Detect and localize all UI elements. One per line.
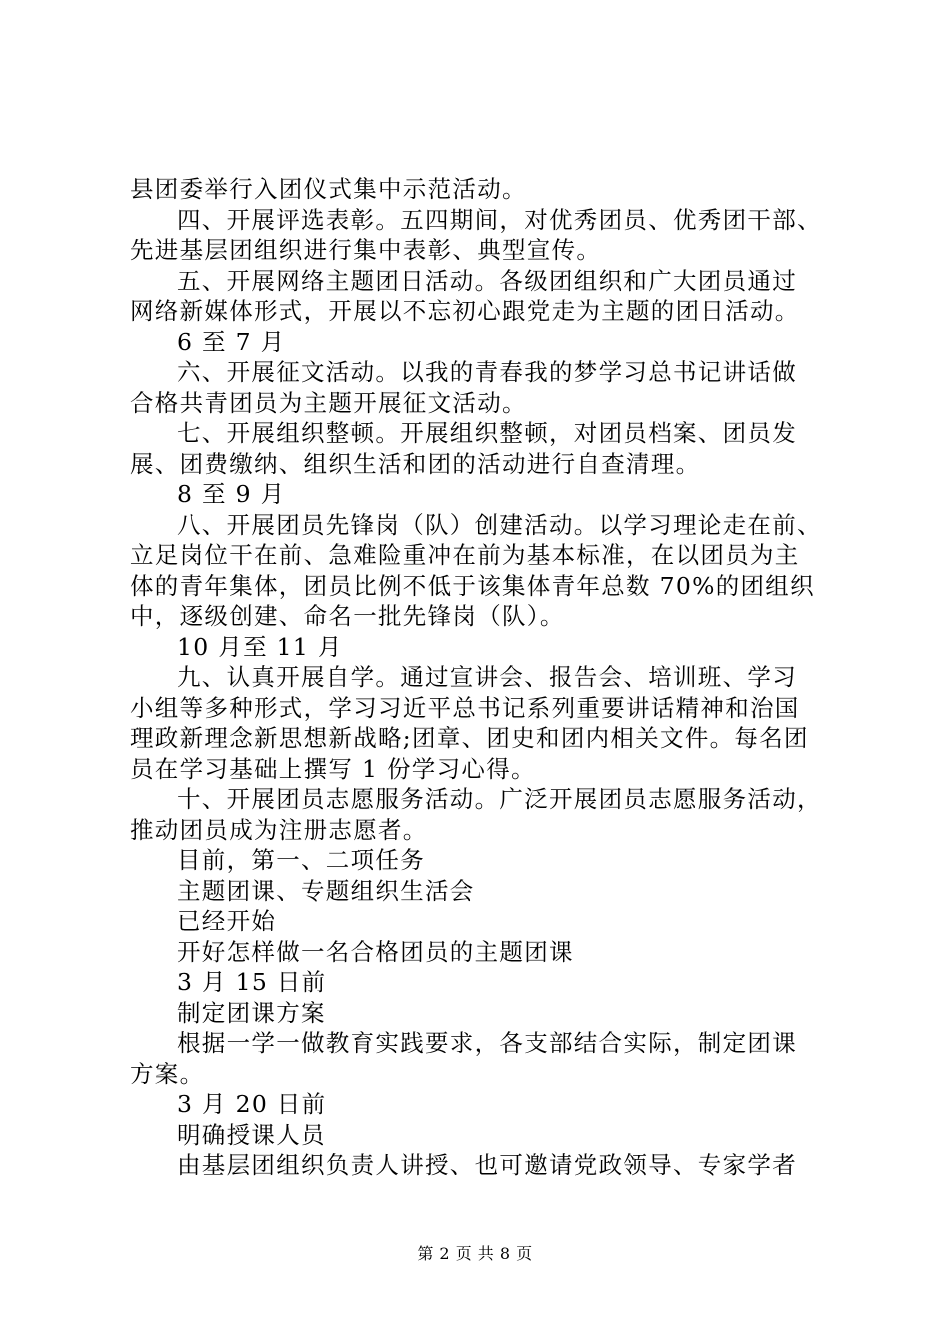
text-line: 由基层团组织负责人讲授、也可邀请党政领导、专家学者: [177, 1151, 797, 1179]
text-line: 八、开展团员先锋岗（队）创建活动。以学习理论走在前、: [177, 510, 822, 539]
text-line: 展、团费缴纳、组织生活和团的活动进行自查清理。: [130, 449, 701, 478]
text-line: 开好怎样做一名合格团员的主题团课: [177, 937, 574, 966]
text-line: 网络新媒体形式，开展以不忘初心跟党走为主题的团日活动。: [130, 297, 800, 325]
text-line: 体的青年集体，团员比例不低于该集体青年总数 70%的团组织: [130, 571, 815, 600]
text-line: 10 月至 11 月: [177, 632, 343, 661]
text-line: 6 至 7 月: [177, 327, 286, 356]
text-line: 制定团课方案: [177, 998, 326, 1027]
text-line: 根据一学一做教育实践要求，各支部结合实际，制定团课: [177, 1029, 797, 1057]
text-line: 中，逐级创建、命名一批先锋岗（队）。: [130, 602, 565, 630]
text-line: 推动团员成为注册志愿者。: [130, 815, 428, 844]
text-line: 十、开展团员志愿服务活动。广泛开展团员志愿服务活动，: [177, 785, 822, 813]
text-line: 县团委举行入团仪式集中示范活动。: [130, 175, 527, 203]
text-line: 员在学习基础上撰写 1 份学习心得。: [130, 754, 536, 783]
text-line: 六、开展征文活动。以我的青春我的梦学习总书记讲话做: [177, 358, 797, 386]
text-line: 立足岗位干在前、急难险重冲在前为基本标准，在以团员为主: [130, 541, 800, 569]
document-body: [130, 174, 840, 1181]
text-line: 合格共青团员为主题开展征文活动。: [130, 388, 527, 417]
text-line: 3 月 20 日前: [177, 1090, 327, 1118]
text-line: 理政新理念新思想新战略;团章、团史和团内相关文件。每名团: [130, 724, 809, 752]
text-line: 先进基层团组织进行集中表彰、典型宣传。: [130, 236, 602, 264]
text-line: 九、认真开展自学。通过宣讲会、报告会、培训班、学习: [177, 663, 797, 691]
text-line: 四、开展评选表彰。五四期间，对优秀团员、优秀团干部、: [177, 205, 822, 234]
page-footer: 第 2 页 共 8 页: [417, 1244, 533, 1263]
text-line: 小组等多种形式，学习习近平总书记系列重要讲话精神和治国: [130, 693, 800, 722]
text-line: 明确授课人员: [177, 1120, 326, 1149]
text-line: 五、开展网络主题团日活动。各级团组织和广大团员通过: [177, 266, 797, 295]
text-line: 方案。: [130, 1059, 205, 1088]
text-line: 8 至 9 月: [177, 480, 286, 508]
text-line: 3 月 15 日前: [177, 968, 327, 996]
text-line: 已经开始: [177, 907, 277, 935]
text-line: 主题团课、专题组织生活会: [177, 876, 475, 905]
text-line: 七、开展组织整顿。开展组织整顿，对团员档案、团员发: [177, 419, 797, 447]
text-line: 目前，第一、二项任务: [177, 846, 425, 874]
